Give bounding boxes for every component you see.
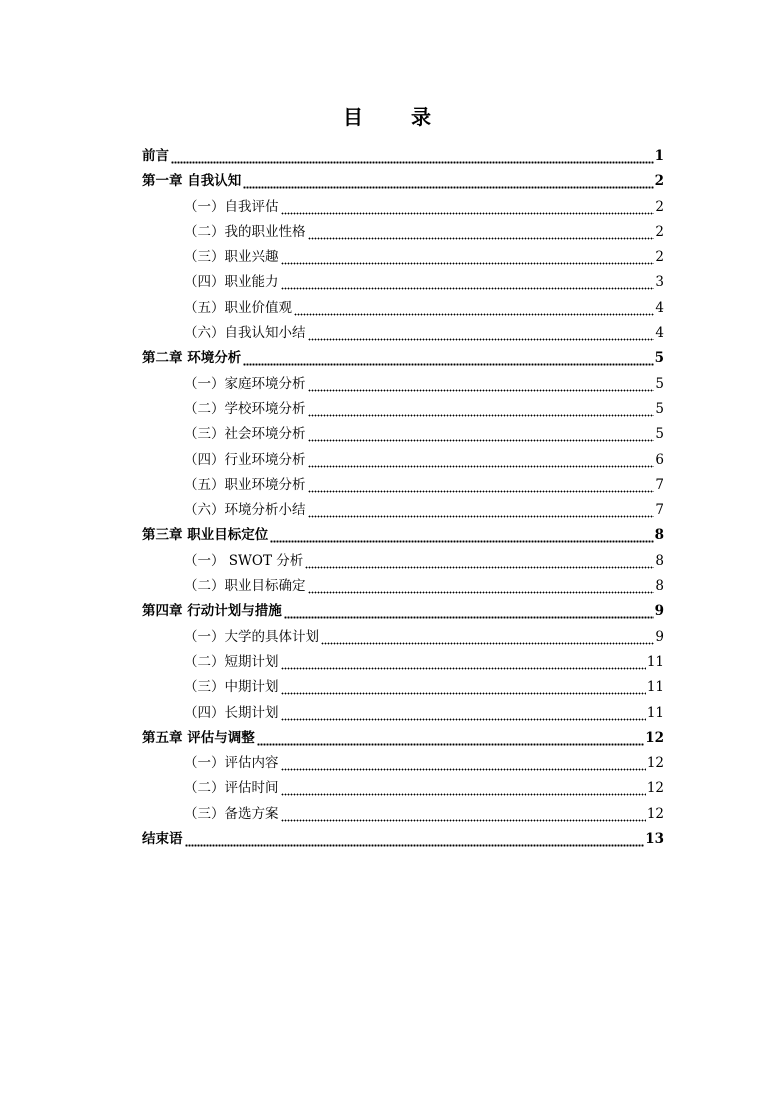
toc-section-entry[interactable] bbox=[142, 195, 664, 220]
toc-entry-page-number: 4 bbox=[655, 299, 664, 316]
toc-entry-page-number: 11 bbox=[646, 679, 664, 696]
toc-entry-page-number: 12 bbox=[645, 729, 664, 746]
toc-section-entry[interactable] bbox=[142, 625, 664, 650]
toc-section-entry[interactable] bbox=[142, 448, 664, 473]
toc-entry-page-number: 2 bbox=[655, 223, 664, 240]
toc-entry-page-number: 2 bbox=[655, 198, 664, 215]
toc-entry-label: 第一章 自我认知 bbox=[142, 173, 242, 190]
toc-entry-page-number: 8 bbox=[654, 527, 664, 544]
dot-leader bbox=[171, 144, 654, 169]
toc-entry-label: （二）职业目标确定 bbox=[184, 578, 306, 595]
dot-leader bbox=[308, 473, 655, 498]
dot-leader bbox=[281, 270, 655, 295]
toc-entry-page-number: 2 bbox=[655, 249, 664, 266]
toc-entry-page-number: 5 bbox=[655, 426, 664, 443]
toc-section-entry[interactable] bbox=[142, 296, 664, 321]
toc-chapter-entry[interactable] bbox=[142, 523, 664, 548]
toc-entry-label: （二）我的职业性格 bbox=[184, 223, 306, 240]
toc-entry-page-number: 4 bbox=[655, 325, 664, 342]
toc-entry-label: （六）自我认知小结 bbox=[184, 325, 306, 342]
toc-section-entry[interactable] bbox=[142, 650, 664, 675]
toc-entry-page-number: 7 bbox=[655, 502, 664, 519]
toc-entry-label: 第五章 评估与调整 bbox=[142, 729, 255, 746]
toc-section-entry[interactable] bbox=[142, 574, 664, 599]
toc-entry-label: （三）中期计划 bbox=[184, 679, 279, 696]
toc-entry-label: 前言 bbox=[142, 148, 169, 164]
dot-leader bbox=[294, 296, 654, 321]
dot-leader bbox=[281, 650, 646, 675]
dot-leader bbox=[284, 599, 654, 624]
toc-entry-label: （一） SWOT 分析 bbox=[184, 552, 304, 569]
toc-entry-page-number: 5 bbox=[655, 400, 664, 417]
toc-entry-label: 结束语 bbox=[142, 831, 183, 848]
dot-leader bbox=[308, 397, 655, 422]
dot-leader bbox=[308, 372, 655, 397]
toc-entry-page-number: 13 bbox=[645, 831, 664, 848]
dot-leader bbox=[185, 827, 645, 852]
toc-entry-label: （一）大学的具体计划 bbox=[184, 628, 319, 645]
toc-section-entry[interactable] bbox=[142, 397, 664, 422]
toc-chapter-entry[interactable] bbox=[142, 144, 664, 169]
dot-leader bbox=[308, 448, 655, 473]
toc-entry-page-number: 8 bbox=[655, 552, 664, 569]
toc-entry-label: （二）学校环境分析 bbox=[184, 400, 306, 417]
toc-section-entry[interactable] bbox=[142, 498, 664, 523]
toc-section-entry[interactable] bbox=[142, 473, 664, 498]
toc-section-entry[interactable] bbox=[142, 321, 664, 346]
dot-leader bbox=[308, 574, 655, 599]
toc-section-entry[interactable] bbox=[142, 751, 664, 776]
dot-leader bbox=[281, 701, 646, 726]
dot-leader bbox=[281, 802, 646, 827]
dot-leader bbox=[281, 776, 646, 801]
toc-entry-label: （三）社会环境分析 bbox=[184, 426, 306, 443]
toc-entry-label: （二）短期计划 bbox=[184, 653, 279, 670]
toc-entry-page-number: 9 bbox=[655, 628, 664, 645]
toc-entry-label: （四）职业能力 bbox=[184, 274, 279, 291]
toc-entry-page-number: 12 bbox=[646, 780, 664, 797]
dot-leader bbox=[281, 751, 646, 776]
dot-leader bbox=[281, 675, 646, 700]
dot-leader bbox=[257, 726, 645, 751]
dot-leader bbox=[321, 625, 654, 650]
toc-entry-page-number: 8 bbox=[655, 578, 664, 595]
toc-entry-page-number: 11 bbox=[646, 653, 664, 670]
toc-title: 目 录 bbox=[343, 105, 445, 129]
toc-entry-label: （四）长期计划 bbox=[184, 704, 279, 721]
toc-entry-label: （三）职业兴趣 bbox=[184, 249, 279, 266]
dot-leader bbox=[270, 523, 653, 548]
toc-section-entry[interactable] bbox=[142, 372, 664, 397]
toc-chapter-entry[interactable] bbox=[142, 827, 664, 852]
dot-leader bbox=[308, 498, 655, 523]
toc-entry-page-number: 12 bbox=[646, 755, 664, 772]
toc-entry-page-number: 12 bbox=[646, 805, 664, 822]
toc-section-entry[interactable] bbox=[142, 549, 664, 574]
dot-leader bbox=[281, 245, 655, 270]
toc-entry-page-number: 5 bbox=[655, 375, 664, 392]
toc-entry-label: （三）备选方案 bbox=[184, 805, 279, 822]
table-of-contents bbox=[142, 144, 664, 852]
dot-leader bbox=[243, 169, 653, 194]
toc-section-entry[interactable] bbox=[142, 701, 664, 726]
toc-entry-label: 第二章 环境分析 bbox=[142, 350, 242, 367]
toc-section-entry[interactable] bbox=[142, 270, 664, 295]
toc-section-entry[interactable] bbox=[142, 245, 664, 270]
dot-leader bbox=[308, 220, 655, 245]
toc-section-entry[interactable] bbox=[142, 802, 664, 827]
toc-entry-page-number: 5 bbox=[654, 350, 664, 367]
toc-entry-page-number: 9 bbox=[654, 603, 664, 620]
toc-entry-page-number: 3 bbox=[655, 274, 664, 291]
toc-section-entry[interactable] bbox=[142, 675, 664, 700]
toc-entry-page-number: 1 bbox=[654, 148, 664, 164]
toc-chapter-entry[interactable] bbox=[142, 169, 664, 194]
dot-leader bbox=[281, 195, 655, 220]
dot-leader bbox=[305, 549, 654, 574]
toc-entry-label: （一）评估内容 bbox=[184, 755, 279, 772]
toc-section-entry[interactable] bbox=[142, 776, 664, 801]
toc-entry-label: （四）行业环境分析 bbox=[184, 451, 306, 468]
toc-entry-label: 第三章 职业目标定位 bbox=[142, 527, 269, 544]
toc-entry-label: 第四章 行动计划与措施 bbox=[142, 603, 282, 620]
dot-leader bbox=[308, 321, 655, 346]
dot-leader bbox=[308, 422, 655, 447]
toc-entry-label: （一）家庭环境分析 bbox=[184, 375, 306, 392]
toc-entry-page-number: 7 bbox=[655, 476, 664, 493]
toc-entry-label: （六）环境分析小结 bbox=[184, 502, 306, 519]
toc-entry-page-number: 11 bbox=[646, 704, 664, 721]
toc-entry-label: （五）职业价值观 bbox=[184, 299, 292, 316]
toc-chapter-entry[interactable] bbox=[142, 346, 664, 371]
toc-chapter-entry[interactable] bbox=[142, 726, 664, 751]
toc-entry-page-number: 2 bbox=[654, 173, 664, 190]
toc-entry-label: （五）职业环境分析 bbox=[184, 476, 306, 493]
toc-entry-label: （一）自我评估 bbox=[184, 198, 279, 215]
toc-entry-page-number: 6 bbox=[655, 451, 664, 468]
toc-section-entry[interactable] bbox=[142, 422, 664, 447]
dot-leader bbox=[243, 346, 653, 371]
toc-section-entry[interactable] bbox=[142, 220, 664, 245]
toc-chapter-entry[interactable] bbox=[142, 599, 664, 624]
toc-entry-label: （二）评估时间 bbox=[184, 780, 279, 797]
